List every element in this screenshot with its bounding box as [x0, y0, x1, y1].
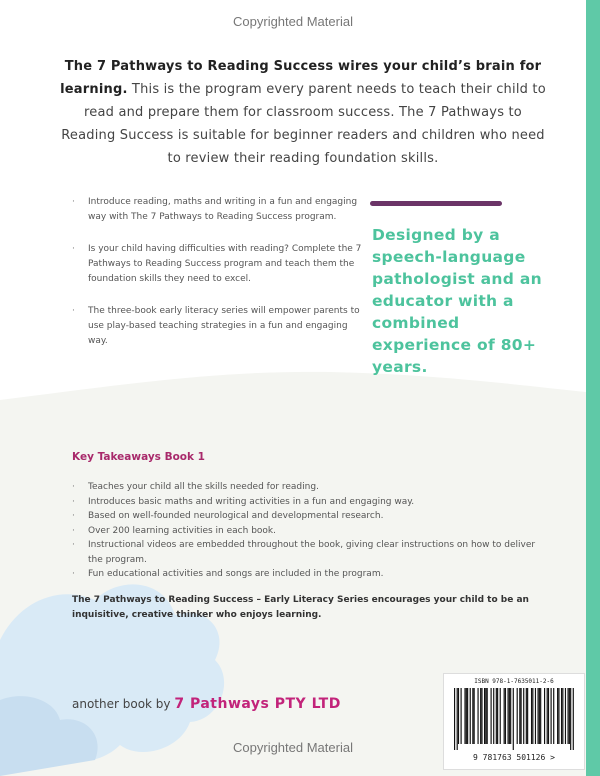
publisher-line [72, 696, 341, 712]
copyright-watermark-bottom: Copyrighted Material [233, 740, 353, 755]
barcode-bar [509, 688, 510, 744]
barcode-bar [544, 688, 545, 744]
list-item: · Instructional videos are embedded throughout the book, giving clear instructions on how to deliver the program. [72, 538, 542, 567]
key-takeaways-title: Key Takeaways Book 1 [72, 451, 205, 463]
barcode-bar [547, 688, 548, 744]
barcode-bar [470, 688, 471, 744]
barcode-bar [557, 688, 558, 744]
copyright-watermark-top: Copyrighted Material [233, 14, 353, 29]
barcode-bar [497, 688, 498, 744]
barcode-bar [526, 688, 527, 744]
barcode-bar [472, 688, 473, 744]
list-item: · Teaches your child all the skills needed for reading. [72, 480, 542, 495]
barcode-bar [504, 688, 505, 744]
list-item: · The three-book early literacy series will empower parents to use play-based teaching strategies in a fun and engaging way. [72, 304, 362, 349]
barcode-bar [466, 688, 467, 744]
list-item: · Introduce reading, maths and writing in a fun and engaging way with The 7 Pathways to Reading Success program. [72, 195, 362, 225]
barcode-bar [519, 688, 520, 744]
barcode-bar [532, 688, 533, 744]
intro-bold: The 7 Pathways to Reading Success wires your child’s brain for learning. [60, 59, 542, 97]
barcode-bar [481, 688, 482, 744]
closing-statement: The 7 Pathways to Reading Success – Early Literacy Series encourages your child to be an inquisitive, creative thinker who enjoys learning. [72, 595, 529, 620]
barcode-bar [500, 688, 501, 744]
designed-by-callout: Designed by a speech-language pathologist and an educator with a combined experience of 80+ years. [372, 226, 542, 376]
barcode-bar [531, 688, 532, 744]
list-item: · Fun educational activities and songs are included in the program. [72, 567, 542, 582]
barcode-bar [474, 688, 475, 744]
barcode-bar [540, 688, 541, 744]
barcode-bar [523, 688, 524, 744]
list-item: · Is your child having difficulties with reading? Complete the 7 Pathways to Reading Success program and teach them the foundation skills they need to excel. [72, 242, 362, 287]
list-item: · Over 200 learning activities in each book. [72, 524, 542, 539]
barcode-bar [521, 688, 522, 744]
list-item: · Based on well-founded neurological and developmental research. [72, 509, 542, 524]
barcode-bar [569, 688, 570, 744]
intro-paragraph [60, 55, 546, 170]
top-bullet-list [72, 195, 362, 366]
key-takeaways-list [72, 480, 542, 582]
barcode-bar [493, 688, 494, 744]
barcode-bar [491, 688, 492, 744]
barcode-bar [535, 688, 536, 744]
barcode-number: 9 781763 501126 > [473, 753, 555, 762]
barcode-bar [480, 688, 481, 744]
barcode-bar [461, 688, 462, 744]
barcode-bar [505, 688, 506, 744]
barcode-bar [551, 688, 552, 744]
list-item: · Introduces basic maths and writing activities in a fun and engaging way. [72, 495, 542, 510]
barcode-bar [496, 688, 497, 744]
barcode-bar [487, 688, 488, 744]
barcode-bar [527, 688, 528, 744]
barcode-bar [539, 688, 540, 744]
barcode [443, 673, 585, 770]
barcode-bar [507, 688, 508, 744]
barcode-bar [484, 688, 485, 744]
purple-divider [370, 201, 502, 206]
barcode-bar [565, 688, 566, 744]
barcode-bar [510, 688, 511, 744]
barcode-bar [477, 688, 478, 744]
barcode-bar [548, 688, 549, 744]
barcode-bar [517, 688, 518, 744]
right-edge-stripe [586, 0, 600, 776]
barcode-bar [553, 688, 554, 744]
barcode-bar [558, 688, 559, 744]
publisher-prefix: another book by [72, 697, 171, 711]
barcode-bar [567, 688, 568, 744]
barcode-bar [467, 688, 468, 744]
barcode-bar [485, 688, 486, 744]
barcode-bar [464, 688, 465, 744]
barcode-bar [561, 688, 562, 744]
isbn-label: ISBN 978-1-7635011-2-6 [474, 678, 554, 685]
publisher-name: 7 Pathways PTY LTD [174, 696, 341, 712]
barcode-bar [458, 688, 459, 744]
intro-rest: This is the program every parent needs to teach their child to read and prepare them for classroom success. The 7 Pathways to Reading Success is suitable for beginner readers and children who need to review their reading foundation skills. [61, 82, 546, 166]
barcode-bar [562, 688, 563, 744]
barcode-bar [537, 688, 538, 744]
